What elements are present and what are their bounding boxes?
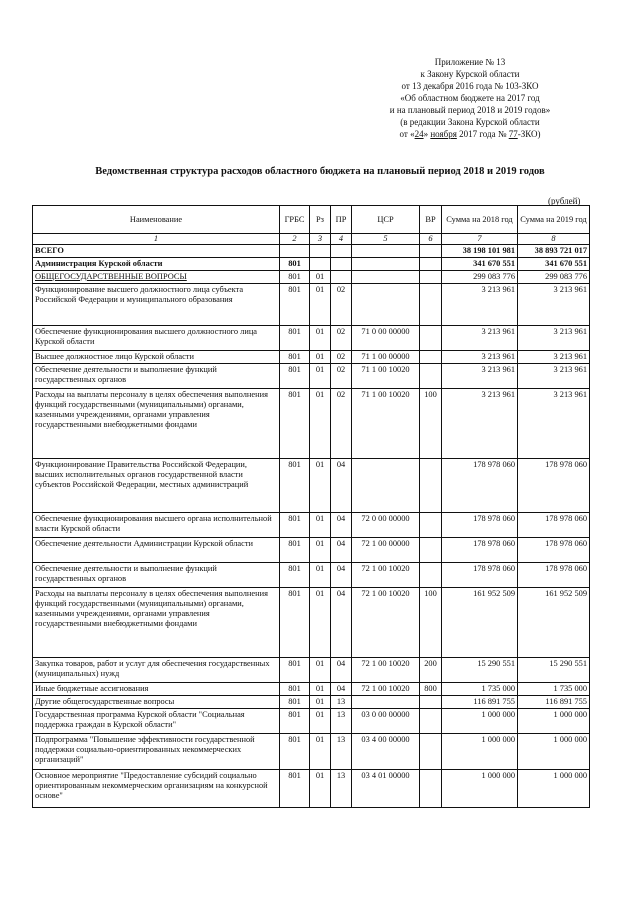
row-sum-2019: 15 290 551 xyxy=(518,658,590,683)
row-csr: 71 1 00 10020 xyxy=(352,364,420,389)
row-pr: 13 xyxy=(331,734,352,770)
row-name: ОБЩЕГОСУДАРСТВЕННЫЕ ВОПРОСЫ xyxy=(33,271,280,284)
row-csr: 72 1 00 10020 xyxy=(352,563,420,588)
row-rz: 01 xyxy=(310,513,331,538)
row-grbs: 801 xyxy=(280,326,310,351)
row-grbs: 801 xyxy=(280,683,310,696)
row-csr: 71 1 00 00000 xyxy=(352,351,420,364)
row-pr: 13 xyxy=(331,709,352,734)
table-row xyxy=(33,389,590,459)
row-sum-2019: 3 213 961 xyxy=(518,326,590,351)
table-row xyxy=(33,245,590,258)
row-sum-2018: 1 000 000 xyxy=(442,734,518,770)
row-sum-2018: 3 213 961 xyxy=(442,351,518,364)
row-rz: 01 xyxy=(310,271,331,284)
header-vr: ВР xyxy=(420,206,442,234)
appendix-line: и на плановый период 2018 и 2019 годов» xyxy=(389,105,551,115)
row-vr: 100 xyxy=(420,389,442,459)
row-pr: 04 xyxy=(331,658,352,683)
row-rz: 01 xyxy=(310,563,331,588)
row-csr: 72 1 00 10020 xyxy=(352,588,420,658)
row-vr xyxy=(420,563,442,588)
row-vr xyxy=(420,351,442,364)
row-name: Обеспечение функционирования высшего должностного лица Курской области xyxy=(33,326,280,351)
row-pr: 04 xyxy=(331,459,352,513)
appendix-law-number: 77 xyxy=(508,129,518,139)
row-sum-2019: 1 735 000 xyxy=(518,683,590,696)
row-sum-2018: 3 213 961 xyxy=(442,326,518,351)
row-name: ВСЕГО xyxy=(33,245,280,258)
row-sum-2019: 178 978 060 xyxy=(518,563,590,588)
row-sum-2018: 3 213 961 xyxy=(442,284,518,326)
row-pr: 04 xyxy=(331,683,352,696)
row-sum-2019: 1 000 000 xyxy=(518,709,590,734)
row-sum-2018: 1 735 000 xyxy=(442,683,518,696)
row-sum-2018: 178 978 060 xyxy=(442,459,518,513)
table-row xyxy=(33,658,590,683)
row-name: Обеспечение деятельности Администрации Курской области xyxy=(33,538,280,563)
row-rz xyxy=(310,245,331,258)
appendix-line: «Об областном бюджете на 2017 год xyxy=(400,93,540,103)
row-rz: 01 xyxy=(310,734,331,770)
row-csr: 72 1 00 10020 xyxy=(352,683,420,696)
row-sum-2018: 299 083 776 xyxy=(442,271,518,284)
row-pr: 04 xyxy=(331,513,352,538)
column-number: 7 xyxy=(442,234,518,245)
row-sum-2018: 1 000 000 xyxy=(442,770,518,808)
header-rz: Рз xyxy=(310,206,331,234)
table-row xyxy=(33,538,590,563)
column-number: 6 xyxy=(420,234,442,245)
table-row xyxy=(33,364,590,389)
row-sum-2018: 178 978 060 xyxy=(442,513,518,538)
appendix-day: 24 xyxy=(414,129,424,139)
row-csr: 72 1 00 10020 xyxy=(352,658,420,683)
row-sum-2019: 3 213 961 xyxy=(518,351,590,364)
column-number: 4 xyxy=(331,234,352,245)
row-name: Закупка товаров, работ и услуг для обеспечения государственных (муниципальных) нужд xyxy=(33,658,280,683)
row-csr xyxy=(352,696,420,709)
row-vr: 100 xyxy=(420,588,442,658)
table-row xyxy=(33,258,590,271)
appendix-line: к Закону Курской области xyxy=(420,69,520,79)
row-vr xyxy=(420,709,442,734)
table-row xyxy=(33,683,590,696)
row-rz: 01 xyxy=(310,770,331,808)
row-name: Основное мероприятие "Предоставление субсидий социально ориентированным некоммерческим организациям на конкурсной основе" xyxy=(33,770,280,808)
row-name: Функционирование высшего должностного лица субъекта Российской Федерации и муниципального образования xyxy=(33,284,280,326)
row-grbs: 801 xyxy=(280,709,310,734)
row-vr xyxy=(420,459,442,513)
row-name: Обеспечение функционирования высшего органа исполнительной власти Курской области xyxy=(33,513,280,538)
row-vr xyxy=(420,770,442,808)
header-name: Наименование xyxy=(33,206,280,234)
row-sum-2019: 161 952 509 xyxy=(518,588,590,658)
currency-unit: (рублей) xyxy=(548,196,581,206)
row-name: Функционирование Правительства Российской Федерации, высших исполнительных органов государственной власти субъектов Российской Федерации, местных администраций xyxy=(33,459,280,513)
header-csr: ЦСР xyxy=(352,206,420,234)
row-csr: 71 1 00 10020 xyxy=(352,389,420,459)
row-pr: 02 xyxy=(331,389,352,459)
row-vr xyxy=(420,696,442,709)
row-sum-2018: 3 213 961 xyxy=(442,364,518,389)
row-csr: 71 0 00 00000 xyxy=(352,326,420,351)
row-pr: 13 xyxy=(331,770,352,808)
row-grbs: 801 xyxy=(280,351,310,364)
appendix-line: от 13 декабря 2016 года № 103-ЗКО xyxy=(401,81,539,91)
row-grbs: 801 xyxy=(280,734,310,770)
column-number: 1 xyxy=(33,234,280,245)
row-rz: 01 xyxy=(310,389,331,459)
row-vr xyxy=(420,284,442,326)
row-sum-2019: 178 978 060 xyxy=(518,513,590,538)
header-sum-2019: Сумма на 2019 год xyxy=(518,206,590,234)
column-number: 5 xyxy=(352,234,420,245)
row-name: Обеспечение деятельности и выполнение функций государственных органов xyxy=(33,364,280,389)
row-sum-2018: 38 198 101 981 xyxy=(442,245,518,258)
row-pr: 02 xyxy=(331,326,352,351)
row-sum-2019: 1 000 000 xyxy=(518,770,590,808)
header-row xyxy=(33,206,590,234)
header-sum-2018: Сумма на 2018 год xyxy=(442,206,518,234)
row-csr: 03 0 00 00000 xyxy=(352,709,420,734)
column-number: 8 xyxy=(518,234,590,245)
row-pr xyxy=(331,245,352,258)
row-csr xyxy=(352,258,420,271)
row-sum-2018: 1 000 000 xyxy=(442,709,518,734)
row-pr: 13 xyxy=(331,696,352,709)
row-rz: 01 xyxy=(310,351,331,364)
row-csr xyxy=(352,245,420,258)
row-rz: 01 xyxy=(310,284,331,326)
row-name: Администрация Курской области xyxy=(33,258,280,271)
row-sum-2018: 178 978 060 xyxy=(442,538,518,563)
row-pr xyxy=(331,258,352,271)
table-row xyxy=(33,351,590,364)
row-vr: 200 xyxy=(420,658,442,683)
row-sum-2019: 178 978 060 xyxy=(518,459,590,513)
appendix-text: -ЗКО) xyxy=(517,129,541,139)
row-name: Иные бюджетные ассигнования xyxy=(33,683,280,696)
row-name: Обеспечение деятельности и выполнение функций государственных органов xyxy=(33,563,280,588)
row-pr: 04 xyxy=(331,538,352,563)
row-grbs: 801 xyxy=(280,770,310,808)
appendix-month: ноября xyxy=(430,129,457,139)
header-pr: ПР xyxy=(331,206,352,234)
row-sum-2019: 3 213 961 xyxy=(518,389,590,459)
row-sum-2019: 3 213 961 xyxy=(518,364,590,389)
table-row xyxy=(33,588,590,658)
row-grbs: 801 xyxy=(280,459,310,513)
row-name: Государственная программа Курской области "Социальная поддержка граждан в Курской области" xyxy=(33,709,280,734)
appendix-text: » xyxy=(423,129,431,139)
appendix-text: 2017 года № xyxy=(459,129,509,139)
row-sum-2018: 3 213 961 xyxy=(442,389,518,459)
row-vr xyxy=(420,538,442,563)
row-csr: 72 1 00 00000 xyxy=(352,538,420,563)
appendix-line: (в редакции Закона Курской области xyxy=(400,117,540,127)
row-grbs: 801 xyxy=(280,284,310,326)
table-row xyxy=(33,459,590,513)
row-vr xyxy=(420,734,442,770)
row-pr: 04 xyxy=(331,563,352,588)
column-number-row xyxy=(33,234,590,245)
header-grbs: ГРБС xyxy=(280,206,310,234)
row-grbs: 801 xyxy=(280,271,310,284)
row-pr: 04 xyxy=(331,588,352,658)
row-vr xyxy=(420,513,442,538)
row-sum-2019: 341 670 551 xyxy=(518,258,590,271)
row-pr: 02 xyxy=(331,284,352,326)
table-row xyxy=(33,513,590,538)
row-rz: 01 xyxy=(310,459,331,513)
row-sum-2019: 1 000 000 xyxy=(518,734,590,770)
appendix-block xyxy=(360,56,580,140)
row-name: Подпрограмма "Повышение эффективности государственной поддержки социально-ориентированных некоммерческих организаций" xyxy=(33,734,280,770)
row-name: Высшее должностное лицо Курской области xyxy=(33,351,280,364)
row-vr xyxy=(420,258,442,271)
row-vr xyxy=(420,271,442,284)
row-sum-2018: 178 978 060 xyxy=(442,563,518,588)
row-rz: 01 xyxy=(310,709,331,734)
row-rz xyxy=(310,258,331,271)
row-grbs: 801 xyxy=(280,258,310,271)
row-vr xyxy=(420,245,442,258)
table-row xyxy=(33,734,590,770)
budget-table xyxy=(32,205,590,808)
row-csr: 03 4 01 00000 xyxy=(352,770,420,808)
row-grbs xyxy=(280,245,310,258)
table-row xyxy=(33,271,590,284)
row-sum-2019: 178 978 060 xyxy=(518,538,590,563)
row-grbs: 801 xyxy=(280,364,310,389)
row-grbs: 801 xyxy=(280,658,310,683)
row-sum-2019: 38 893 721 017 xyxy=(518,245,590,258)
row-pr: 02 xyxy=(331,364,352,389)
row-grbs: 801 xyxy=(280,563,310,588)
row-csr: 72 0 00 00000 xyxy=(352,513,420,538)
row-rz: 01 xyxy=(310,588,331,658)
row-csr xyxy=(352,459,420,513)
row-name: Другие общегосударственные вопросы xyxy=(33,696,280,709)
row-grbs: 801 xyxy=(280,588,310,658)
row-rz: 01 xyxy=(310,326,331,351)
row-csr xyxy=(352,284,420,326)
row-rz: 01 xyxy=(310,683,331,696)
column-number: 2 xyxy=(280,234,310,245)
column-number: 3 xyxy=(310,234,331,245)
row-grbs: 801 xyxy=(280,389,310,459)
row-pr xyxy=(331,271,352,284)
row-sum-2019: 3 213 961 xyxy=(518,284,590,326)
table-row xyxy=(33,696,590,709)
row-csr: 03 4 00 00000 xyxy=(352,734,420,770)
row-name: Расходы на выплаты персоналу в целях обеспечения выполнения функций государственными (муниципальными) органами, казенными учреждениями, органами управления государственными внебюджетными фондами xyxy=(33,389,280,459)
appendix-date-line xyxy=(360,128,580,140)
row-sum-2019: 299 083 776 xyxy=(518,271,590,284)
table-row xyxy=(33,770,590,808)
row-sum-2018: 116 891 755 xyxy=(442,696,518,709)
row-csr xyxy=(352,271,420,284)
row-vr xyxy=(420,364,442,389)
row-grbs: 801 xyxy=(280,513,310,538)
table-row xyxy=(33,563,590,588)
row-vr xyxy=(420,326,442,351)
table-row xyxy=(33,709,590,734)
row-rz: 01 xyxy=(310,364,331,389)
row-rz: 01 xyxy=(310,658,331,683)
row-vr: 800 xyxy=(420,683,442,696)
row-sum-2018: 161 952 509 xyxy=(442,588,518,658)
appendix-line: Приложение № 13 xyxy=(434,57,506,67)
table-row xyxy=(33,284,590,326)
row-grbs: 801 xyxy=(280,696,310,709)
row-sum-2019: 116 891 755 xyxy=(518,696,590,709)
row-sum-2018: 341 670 551 xyxy=(442,258,518,271)
document-title: Ведомственная структура расходов областного бюджета на плановый период 2018 и 2019 годов xyxy=(95,166,545,177)
row-sum-2018: 15 290 551 xyxy=(442,658,518,683)
row-rz: 01 xyxy=(310,696,331,709)
appendix-text: от « xyxy=(399,129,415,139)
row-pr: 02 xyxy=(331,351,352,364)
row-rz: 01 xyxy=(310,538,331,563)
table-row xyxy=(33,326,590,351)
row-name: Расходы на выплаты персоналу в целях обеспечения выполнения функций государственными (муниципальными) органами, казенными учреждениями, органами управления государственными внебюджетными фондами xyxy=(33,588,280,658)
row-grbs: 801 xyxy=(280,538,310,563)
